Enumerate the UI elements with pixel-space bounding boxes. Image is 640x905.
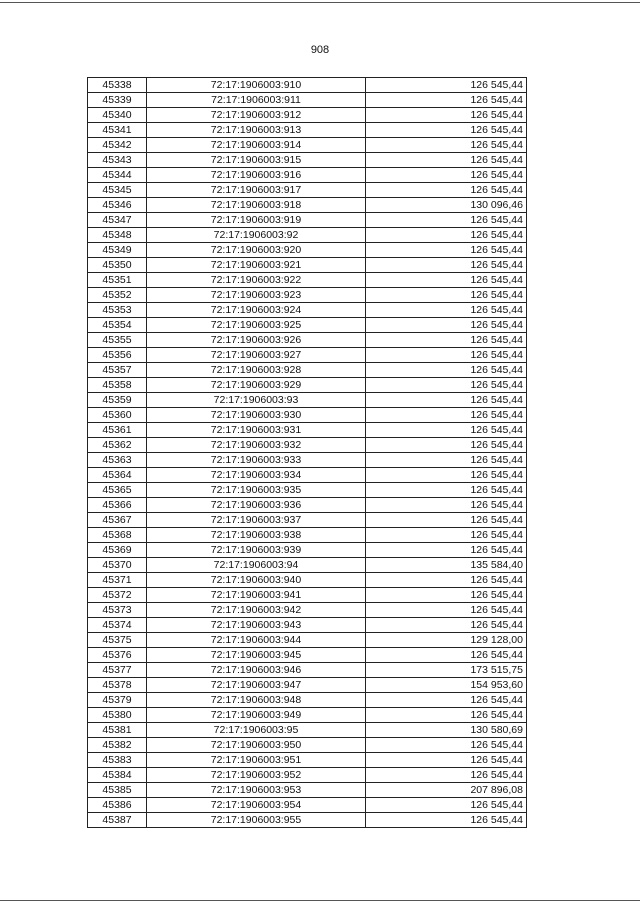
table-row bbox=[88, 798, 527, 813]
row-number-cell: 45339 bbox=[88, 93, 147, 108]
table-row bbox=[88, 588, 527, 603]
row-number-cell: 45384 bbox=[88, 768, 147, 783]
row-number-cell: 45367 bbox=[88, 513, 147, 528]
cadastral-number-cell: 72:17:1906003:94 bbox=[147, 558, 366, 573]
cadastral-number-cell: 72:17:1906003:951 bbox=[147, 753, 366, 768]
row-number-cell: 45380 bbox=[88, 708, 147, 723]
table-row bbox=[88, 453, 527, 468]
table-row bbox=[88, 393, 527, 408]
row-number-cell: 45365 bbox=[88, 483, 147, 498]
table-row bbox=[88, 243, 527, 258]
cadastral-value-cell: 126 545,44 bbox=[366, 288, 527, 303]
cadastral-number-cell: 72:17:1906003:927 bbox=[147, 348, 366, 363]
table-row bbox=[88, 303, 527, 318]
cadastral-number-cell: 72:17:1906003:941 bbox=[147, 588, 366, 603]
row-number-cell: 45376 bbox=[88, 648, 147, 663]
cadastral-number-cell: 72:17:1906003:926 bbox=[147, 333, 366, 348]
bottom-edge-rule bbox=[0, 900, 640, 901]
cadastral-value-cell: 135 584,40 bbox=[366, 558, 527, 573]
cadastral-number-cell: 72:17:1906003:95 bbox=[147, 723, 366, 738]
cadastral-value-cell: 126 545,44 bbox=[366, 348, 527, 363]
cadastral-value-cell: 126 545,44 bbox=[366, 693, 527, 708]
row-number-cell: 45354 bbox=[88, 318, 147, 333]
row-number-cell: 45372 bbox=[88, 588, 147, 603]
cadastral-value-cell: 126 545,44 bbox=[366, 243, 527, 258]
cadastral-number-cell: 72:17:1906003:936 bbox=[147, 498, 366, 513]
table-row bbox=[88, 183, 527, 198]
cadastral-value-cell: 126 545,44 bbox=[366, 513, 527, 528]
cadastral-value-cell: 126 545,44 bbox=[366, 138, 527, 153]
cadastral-value-cell: 126 545,44 bbox=[366, 588, 527, 603]
table-row bbox=[88, 573, 527, 588]
row-number-cell: 45338 bbox=[88, 78, 147, 93]
cadastral-value-cell: 126 545,44 bbox=[366, 768, 527, 783]
row-number-cell: 45351 bbox=[88, 273, 147, 288]
cadastral-value-cell: 126 545,44 bbox=[366, 168, 527, 183]
table-row bbox=[88, 153, 527, 168]
cadastral-number-cell: 72:17:1906003:937 bbox=[147, 513, 366, 528]
table-row bbox=[88, 468, 527, 483]
row-number-cell: 45353 bbox=[88, 303, 147, 318]
cadastral-value-cell: 126 545,44 bbox=[366, 303, 527, 318]
cadastral-value-cell: 130 096,46 bbox=[366, 198, 527, 213]
cadastral-number-cell: 72:17:1906003:953 bbox=[147, 783, 366, 798]
cadastral-value-cell: 130 580,69 bbox=[366, 723, 527, 738]
cadastral-number-cell: 72:17:1906003:911 bbox=[147, 93, 366, 108]
cadastral-value-cell: 126 545,44 bbox=[366, 648, 527, 663]
cadastral-number-cell: 72:17:1906003:918 bbox=[147, 198, 366, 213]
row-number-cell: 45344 bbox=[88, 168, 147, 183]
row-number-cell: 45359 bbox=[88, 393, 147, 408]
table-row bbox=[88, 348, 527, 363]
cadastral-value-cell: 126 545,44 bbox=[366, 228, 527, 243]
table-row bbox=[88, 633, 527, 648]
table-row bbox=[88, 753, 527, 768]
table-row bbox=[88, 483, 527, 498]
row-number-cell: 45369 bbox=[88, 543, 147, 558]
cadastral-value-cell: 207 896,08 bbox=[366, 783, 527, 798]
table-row bbox=[88, 543, 527, 558]
cadastral-value-cell: 126 545,44 bbox=[366, 498, 527, 513]
table-row bbox=[88, 78, 527, 93]
cadastral-number-cell: 72:17:1906003:919 bbox=[147, 213, 366, 228]
cadastral-value-cell: 126 545,44 bbox=[366, 738, 527, 753]
row-number-cell: 45379 bbox=[88, 693, 147, 708]
row-number-cell: 45362 bbox=[88, 438, 147, 453]
row-number-cell: 45340 bbox=[88, 108, 147, 123]
row-number-cell: 45382 bbox=[88, 738, 147, 753]
cadastral-value-cell: 126 545,44 bbox=[366, 78, 527, 93]
cadastral-value-cell: 126 545,44 bbox=[366, 108, 527, 123]
cadastral-number-cell: 72:17:1906003:921 bbox=[147, 258, 366, 273]
table-row bbox=[88, 123, 527, 138]
table-row bbox=[88, 663, 527, 678]
table-row bbox=[88, 618, 527, 633]
row-number-cell: 45361 bbox=[88, 423, 147, 438]
table-row bbox=[88, 603, 527, 618]
table-row bbox=[88, 723, 527, 738]
table-row bbox=[88, 228, 527, 243]
table-row bbox=[88, 318, 527, 333]
cadastral-number-cell: 72:17:1906003:952 bbox=[147, 768, 366, 783]
cadastral-number-cell: 72:17:1906003:922 bbox=[147, 273, 366, 288]
row-number-cell: 45374 bbox=[88, 618, 147, 633]
cadastral-number-cell: 72:17:1906003:948 bbox=[147, 693, 366, 708]
row-number-cell: 45355 bbox=[88, 333, 147, 348]
row-number-cell: 45364 bbox=[88, 468, 147, 483]
cadastral-value-cell: 126 545,44 bbox=[366, 273, 527, 288]
cadastral-number-cell: 72:17:1906003:955 bbox=[147, 813, 366, 828]
cadastral-number-cell: 72:17:1906003:954 bbox=[147, 798, 366, 813]
row-number-cell: 45357 bbox=[88, 363, 147, 378]
cadastral-value-cell: 126 545,44 bbox=[366, 618, 527, 633]
table-row bbox=[88, 93, 527, 108]
row-number-cell: 45356 bbox=[88, 348, 147, 363]
table-row bbox=[88, 213, 527, 228]
table-row bbox=[88, 438, 527, 453]
table-row bbox=[88, 783, 527, 798]
cadastral-value-cell: 126 545,44 bbox=[366, 483, 527, 498]
cadastral-number-cell: 72:17:1906003:944 bbox=[147, 633, 366, 648]
row-number-cell: 45387 bbox=[88, 813, 147, 828]
cadastral-value-cell: 126 545,44 bbox=[366, 438, 527, 453]
row-number-cell: 45352 bbox=[88, 288, 147, 303]
row-number-cell: 45363 bbox=[88, 453, 147, 468]
table-body bbox=[88, 78, 527, 828]
table-row bbox=[88, 423, 527, 438]
cadastral-value-cell: 129 128,00 bbox=[366, 633, 527, 648]
cadastral-value-cell: 126 545,44 bbox=[366, 258, 527, 273]
cadastral-value-cell: 126 545,44 bbox=[366, 378, 527, 393]
row-number-cell: 45350 bbox=[88, 258, 147, 273]
row-number-cell: 45345 bbox=[88, 183, 147, 198]
page-number: 908 bbox=[310, 44, 330, 56]
row-number-cell: 45346 bbox=[88, 198, 147, 213]
cadastral-value-cell: 126 545,44 bbox=[366, 408, 527, 423]
cadastral-number-cell: 72:17:1906003:928 bbox=[147, 363, 366, 378]
table-row bbox=[88, 813, 527, 828]
cadastral-number-cell: 72:17:1906003:910 bbox=[147, 78, 366, 93]
table-row bbox=[88, 288, 527, 303]
cadastral-number-cell: 72:17:1906003:914 bbox=[147, 138, 366, 153]
row-number-cell: 45348 bbox=[88, 228, 147, 243]
cadastral-number-cell: 72:17:1906003:938 bbox=[147, 528, 366, 543]
cadastral-value-cell: 126 545,44 bbox=[366, 213, 527, 228]
cadastral-number-cell: 72:17:1906003:915 bbox=[147, 153, 366, 168]
cadastral-value-cell: 126 545,44 bbox=[366, 708, 527, 723]
table-row bbox=[88, 693, 527, 708]
cadastral-value-cell: 126 545,44 bbox=[366, 153, 527, 168]
cadastral-value-cell: 173 515,75 bbox=[366, 663, 527, 678]
row-number-cell: 45370 bbox=[88, 558, 147, 573]
row-number-cell: 45358 bbox=[88, 378, 147, 393]
cadastral-number-cell: 72:17:1906003:92 bbox=[147, 228, 366, 243]
table-row bbox=[88, 558, 527, 573]
table-row bbox=[88, 708, 527, 723]
cadastral-number-cell: 72:17:1906003:942 bbox=[147, 603, 366, 618]
table-row bbox=[88, 333, 527, 348]
cadastral-number-cell: 72:17:1906003:950 bbox=[147, 738, 366, 753]
cadastral-number-cell: 72:17:1906003:940 bbox=[147, 573, 366, 588]
cadastral-number-cell: 72:17:1906003:932 bbox=[147, 438, 366, 453]
cadastral-value-cell: 126 545,44 bbox=[366, 453, 527, 468]
table-row bbox=[88, 273, 527, 288]
cadastral-number-cell: 72:17:1906003:920 bbox=[147, 243, 366, 258]
table-row bbox=[88, 768, 527, 783]
row-number-cell: 45373 bbox=[88, 603, 147, 618]
cadastral-value-cell: 154 953,60 bbox=[366, 678, 527, 693]
cadastral-value-cell: 126 545,44 bbox=[366, 528, 527, 543]
table-row bbox=[88, 108, 527, 123]
table-row bbox=[88, 198, 527, 213]
top-edge-rule bbox=[0, 2, 640, 3]
row-number-cell: 45375 bbox=[88, 633, 147, 648]
table-row bbox=[88, 363, 527, 378]
cadastral-value-cell: 126 545,44 bbox=[366, 468, 527, 483]
row-number-cell: 45386 bbox=[88, 798, 147, 813]
row-number-cell: 45343 bbox=[88, 153, 147, 168]
cadastral-number-cell: 72:17:1906003:945 bbox=[147, 648, 366, 663]
cadastral-number-cell: 72:17:1906003:93 bbox=[147, 393, 366, 408]
cadastral-number-cell: 72:17:1906003:946 bbox=[147, 663, 366, 678]
row-number-cell: 45377 bbox=[88, 663, 147, 678]
cadastral-value-cell: 126 545,44 bbox=[366, 423, 527, 438]
cadastral-number-cell: 72:17:1906003:933 bbox=[147, 453, 366, 468]
cadastral-value-cell: 126 545,44 bbox=[366, 543, 527, 558]
cadastral-number-cell: 72:17:1906003:939 bbox=[147, 543, 366, 558]
cadastral-number-cell: 72:17:1906003:949 bbox=[147, 708, 366, 723]
cadastral-number-cell: 72:17:1906003:924 bbox=[147, 303, 366, 318]
cadastral-value-table bbox=[87, 77, 527, 828]
table-row bbox=[88, 138, 527, 153]
cadastral-value-cell: 126 545,44 bbox=[366, 393, 527, 408]
cadastral-value-cell: 126 545,44 bbox=[366, 333, 527, 348]
cadastral-value-cell: 126 545,44 bbox=[366, 813, 527, 828]
table-row bbox=[88, 408, 527, 423]
table-row bbox=[88, 513, 527, 528]
cadastral-number-cell: 72:17:1906003:913 bbox=[147, 123, 366, 138]
cadastral-number-cell: 72:17:1906003:916 bbox=[147, 168, 366, 183]
row-number-cell: 45349 bbox=[88, 243, 147, 258]
cadastral-number-cell: 72:17:1906003:923 bbox=[147, 288, 366, 303]
row-number-cell: 45385 bbox=[88, 783, 147, 798]
cadastral-value-cell: 126 545,44 bbox=[366, 363, 527, 378]
table-row bbox=[88, 738, 527, 753]
row-number-cell: 45368 bbox=[88, 528, 147, 543]
cadastral-number-cell: 72:17:1906003:947 bbox=[147, 678, 366, 693]
row-number-cell: 45371 bbox=[88, 573, 147, 588]
cadastral-number-cell: 72:17:1906003:931 bbox=[147, 423, 366, 438]
row-number-cell: 45383 bbox=[88, 753, 147, 768]
row-number-cell: 45381 bbox=[88, 723, 147, 738]
table-row bbox=[88, 648, 527, 663]
table-row bbox=[88, 378, 527, 393]
cadastral-number-cell: 72:17:1906003:943 bbox=[147, 618, 366, 633]
row-number-cell: 45360 bbox=[88, 408, 147, 423]
cadastral-value-cell: 126 545,44 bbox=[366, 93, 527, 108]
cadastral-value-cell: 126 545,44 bbox=[366, 753, 527, 768]
cadastral-value-cell: 126 545,44 bbox=[366, 123, 527, 138]
cadastral-value-cell: 126 545,44 bbox=[366, 183, 527, 198]
row-number-cell: 45378 bbox=[88, 678, 147, 693]
cadastral-number-cell: 72:17:1906003:930 bbox=[147, 408, 366, 423]
cadastral-number-cell: 72:17:1906003:925 bbox=[147, 318, 366, 333]
row-number-cell: 45347 bbox=[88, 213, 147, 228]
table-row bbox=[88, 528, 527, 543]
cadastral-number-cell: 72:17:1906003:934 bbox=[147, 468, 366, 483]
table-row bbox=[88, 258, 527, 273]
cadastral-value-cell: 126 545,44 bbox=[366, 318, 527, 333]
cadastral-value-cell: 126 545,44 bbox=[366, 573, 527, 588]
row-number-cell: 45341 bbox=[88, 123, 147, 138]
cadastral-number-cell: 72:17:1906003:917 bbox=[147, 183, 366, 198]
cadastral-number-cell: 72:17:1906003:912 bbox=[147, 108, 366, 123]
cadastral-value-cell: 126 545,44 bbox=[366, 603, 527, 618]
table-row bbox=[88, 498, 527, 513]
cadastral-value-cell: 126 545,44 bbox=[366, 798, 527, 813]
row-number-cell: 45366 bbox=[88, 498, 147, 513]
cadastral-number-cell: 72:17:1906003:935 bbox=[147, 483, 366, 498]
table-row bbox=[88, 678, 527, 693]
cadastral-number-cell: 72:17:1906003:929 bbox=[147, 378, 366, 393]
row-number-cell: 45342 bbox=[88, 138, 147, 153]
table-row bbox=[88, 168, 527, 183]
